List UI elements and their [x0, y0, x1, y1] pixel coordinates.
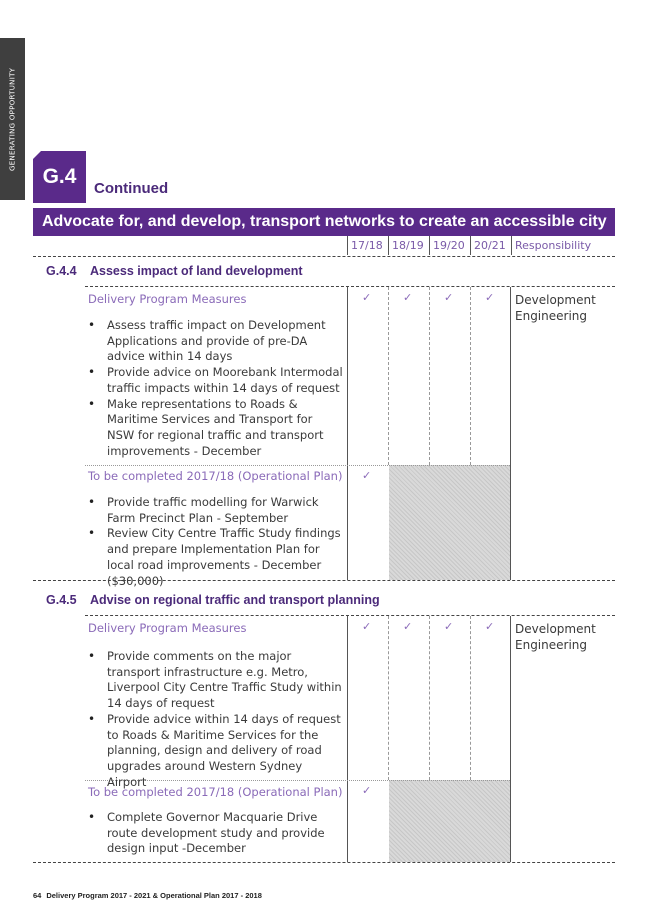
not-applicable-cells	[389, 465, 510, 580]
side-tab-label: GENERATING OPPORTUNITY	[8, 67, 17, 171]
section-number: G.4.5	[46, 593, 77, 607]
measures-label: Delivery Program Measures	[88, 292, 247, 306]
header-divider	[347, 236, 348, 255]
tick-2021: ✓	[485, 620, 495, 633]
column-divider	[510, 616, 511, 862]
badge-notch	[33, 151, 41, 159]
col-header-2021: 20/21	[474, 239, 506, 252]
list-item: • Provide advice on Moorebank Intermodal traffic impacts within 14 days of request	[88, 365, 343, 396]
list-item: • Complete Governor Macquarie Drive route development study and provide design input -December	[88, 810, 343, 857]
section-number: G.4.4	[46, 264, 77, 278]
tick-1819: ✓	[403, 291, 413, 304]
page-title: Advocate for, and develop, transport networks to create an accessible city	[33, 208, 615, 236]
row-divider	[85, 465, 510, 466]
responsibility: Development Engineering	[515, 622, 596, 652]
list-item: • Provide comments on the major transport infrastructure e.g. Metro, Liverpool City Centre Traffic Study within 14 days of request	[88, 649, 343, 712]
tick-1920: ✓	[444, 620, 454, 633]
section-title: Assess impact of land development	[90, 264, 303, 278]
column-divider	[429, 616, 430, 780]
plan-label: To be completed 2017/18 (Operational Plan)	[88, 785, 343, 799]
column-divider	[347, 616, 348, 862]
responsibility: Development Engineering	[515, 293, 596, 323]
measures-list	[88, 649, 343, 790]
column-divider	[470, 616, 471, 780]
column-divider	[388, 287, 389, 465]
column-divider	[470, 287, 471, 465]
section-heading-g45	[46, 593, 380, 607]
plan-list	[88, 810, 343, 857]
section-heading-g44	[46, 264, 303, 278]
tick-2021: ✓	[485, 291, 495, 304]
col-header-1920: 19/20	[433, 239, 465, 252]
plan-label: To be completed 2017/18 (Operational Plan)	[88, 469, 343, 483]
section-end-rule	[33, 580, 615, 581]
list-item: • Assess traffic impact on Development Applications and provide of pre-DA advice within 14 days	[88, 318, 343, 365]
plan-list	[88, 495, 343, 589]
section-rule	[85, 286, 615, 287]
header-divider	[470, 236, 471, 255]
col-header-responsibility: Responsibility	[515, 239, 592, 252]
measures-label: Delivery Program Measures	[88, 621, 247, 635]
column-divider	[429, 287, 430, 465]
column-divider	[388, 616, 389, 780]
column-divider	[347, 287, 348, 580]
list-item: • Make representations to Roads & Maritime Services and Transport for NSW for regional traffic and transport improvements - December	[88, 397, 343, 460]
list-item: • Provide traffic modelling for Warwick Farm Precinct Plan - September	[88, 495, 343, 526]
column-divider	[510, 287, 511, 580]
header-divider	[429, 236, 430, 255]
section-title: Advise on regional traffic and transport planning	[90, 593, 380, 607]
footer-text: Delivery Program 2017 - 2021 & Operational Plan 2017 - 2018	[46, 891, 262, 900]
col-header-1819: 18/19	[392, 239, 424, 252]
header-rule	[33, 256, 615, 257]
page-footer	[33, 891, 262, 900]
page-number: 64	[33, 891, 42, 900]
col-header-1718: 17/18	[351, 239, 383, 252]
not-applicable-cells	[389, 780, 510, 862]
list-item: • Review City Centre Traffic Study findings and prepare Implementation Plan for local road improvements - December ($30,000)	[88, 526, 343, 589]
plan-tick-1718: ✓	[362, 784, 372, 797]
tick-1920: ✓	[444, 291, 454, 304]
list-item: • Provide advice within 14 days of request to Roads & Maritime Services for the planning, design and delivery of road upgrades around Western Sydney Airport	[88, 712, 343, 791]
measures-list	[88, 318, 343, 459]
tick-1718: ✓	[362, 620, 372, 633]
continued-label: Continued	[94, 180, 169, 197]
tick-1718: ✓	[362, 291, 372, 304]
header-divider	[511, 236, 512, 255]
tick-1819: ✓	[403, 620, 413, 633]
section-end-rule	[33, 862, 615, 863]
header-divider	[388, 236, 389, 255]
plan-tick-1718: ✓	[362, 469, 372, 482]
section-rule	[85, 615, 615, 616]
section-badge: G.4	[33, 151, 86, 203]
